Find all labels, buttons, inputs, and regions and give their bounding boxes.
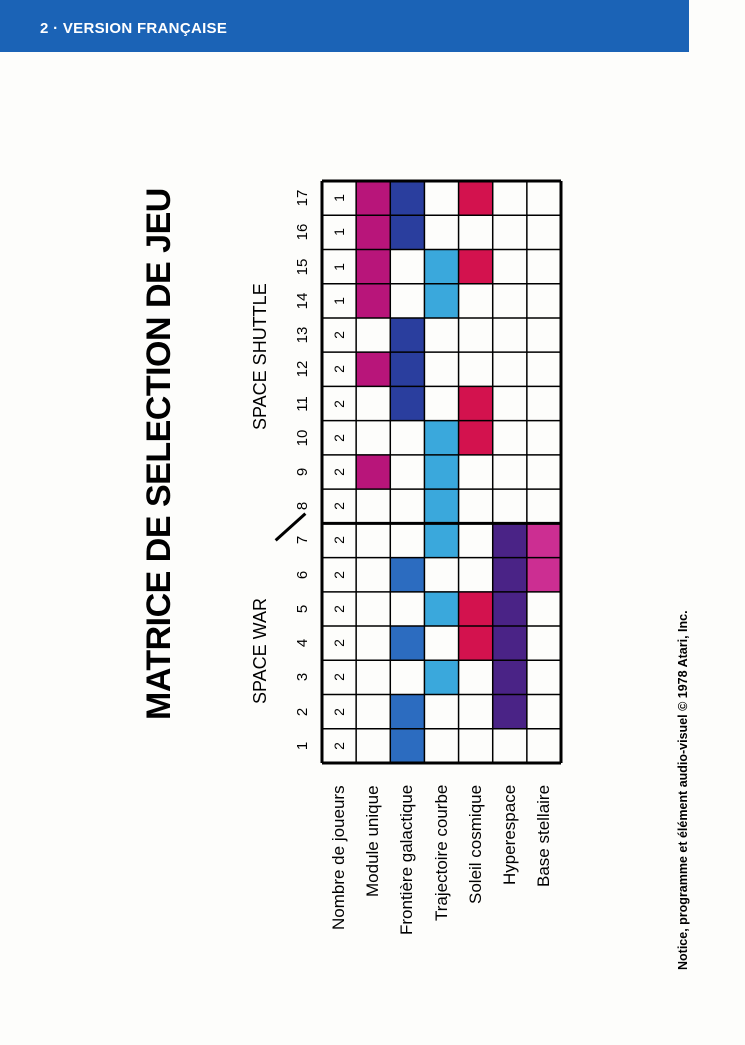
cell-module-game-14 <box>356 284 390 318</box>
players-game-3: 2 <box>331 673 348 682</box>
players-game-4: 2 <box>331 639 348 648</box>
copyright-note: Notice, programme et élément audio-visuel © 1978 Atari, Inc. <box>676 610 690 970</box>
section-label-space-shuttle: SPACE SHUTTLE <box>250 283 270 430</box>
players-game-5: 2 <box>331 605 348 613</box>
game-number-15: 15 <box>294 258 311 275</box>
cell-sun-game-5 <box>459 592 493 626</box>
page-title: MATRICE DE SELECTION DE JEU <box>140 188 178 720</box>
players-game-9: 2 <box>331 468 348 476</box>
cell-module-game-15 <box>356 249 390 283</box>
cell-hyperspace-game-3 <box>493 660 527 694</box>
cell-frontier-game-16 <box>390 215 424 249</box>
players-game-14: 1 <box>331 296 348 305</box>
cell-curve-game-10 <box>424 421 458 455</box>
header-title: 2 · VERSION FRANÇAISE <box>40 20 228 37</box>
cell-module-game-17 <box>356 181 390 215</box>
players-game-11: 2 <box>331 399 348 408</box>
game-number-13: 13 <box>294 326 311 344</box>
cell-sun-game-10 <box>459 421 493 455</box>
players-game-10: 2 <box>331 433 348 442</box>
cell-frontier-game-4 <box>390 626 424 660</box>
players-game-2: 2 <box>331 707 348 716</box>
cell-module-game-9 <box>356 455 390 489</box>
players-game-17: 1 <box>331 194 348 203</box>
game-number-11: 11 <box>294 395 311 412</box>
cell-module-game-12 <box>356 352 390 386</box>
cell-frontier-game-1 <box>390 729 424 763</box>
game-number-14: 14 <box>294 292 311 310</box>
cell-frontier-game-2 <box>390 695 424 729</box>
game-number-1: 1 <box>294 741 311 751</box>
players-game-6: 2 <box>331 570 348 579</box>
game-number-9: 9 <box>294 467 311 477</box>
players-game-12: 2 <box>331 365 348 374</box>
game-number-5: 5 <box>294 604 311 614</box>
game-number-16: 16 <box>294 224 311 241</box>
cell-sun-game-11 <box>459 386 493 420</box>
players-game-8: 2 <box>331 502 348 511</box>
cell-curve-game-3 <box>424 660 458 694</box>
cell-hyperspace-game-2 <box>493 695 527 729</box>
row-label-7: Base stellaire <box>533 784 553 887</box>
cell-curve-game-8 <box>424 489 458 523</box>
row-label-5: Soleil cosmique <box>465 784 485 904</box>
cell-sun-game-15 <box>459 249 493 283</box>
cell-hyperspace-game-6 <box>493 558 527 592</box>
cell-curve-game-7 <box>424 523 458 557</box>
cell-frontier-game-6 <box>390 558 424 592</box>
cell-hyperspace-game-5 <box>493 592 527 626</box>
section-label-space-war: SPACE WAR <box>250 597 270 704</box>
players-game-13: 2 <box>331 331 348 339</box>
game-number-8: 8 <box>294 502 311 511</box>
game-number-2: 2 <box>294 707 311 716</box>
row-label-6: Hyperespace <box>499 784 519 885</box>
players-game-7: 2 <box>331 536 348 545</box>
game-number-4: 4 <box>294 639 311 648</box>
cell-curve-game-15 <box>424 249 458 283</box>
cell-base-game-6 <box>527 558 561 592</box>
cell-curve-game-9 <box>424 455 458 489</box>
game-number-7: 7 <box>294 536 311 545</box>
players-game-1: 2 <box>331 741 348 750</box>
cell-base-game-7 <box>527 523 561 557</box>
cell-curve-game-14 <box>424 284 458 318</box>
row-label-4: Trajectoire courbe <box>431 784 451 921</box>
game-number-17: 17 <box>294 189 311 207</box>
row-label-3: Frontière galactique <box>397 784 417 935</box>
cell-curve-game-5 <box>424 592 458 626</box>
game-number-3: 3 <box>294 673 311 682</box>
players-game-15: 1 <box>331 262 348 271</box>
cell-sun-game-17 <box>459 181 493 215</box>
cell-frontier-game-12 <box>390 352 424 386</box>
game-number-6: 6 <box>294 570 311 579</box>
row-label-1: Nombre de joueurs <box>329 785 349 930</box>
cell-frontier-game-13 <box>390 318 424 352</box>
game-number-10: 10 <box>294 429 311 447</box>
cell-module-game-16 <box>356 215 390 249</box>
cell-hyperspace-game-7 <box>493 523 527 557</box>
cell-sun-game-4 <box>459 626 493 660</box>
game-number-12: 12 <box>294 360 311 378</box>
cell-frontier-game-17 <box>390 181 424 215</box>
row-label-2: Module unique <box>363 785 383 897</box>
players-game-16: 1 <box>331 228 348 237</box>
cell-frontier-game-11 <box>390 386 424 420</box>
cell-hyperspace-game-4 <box>493 626 527 660</box>
